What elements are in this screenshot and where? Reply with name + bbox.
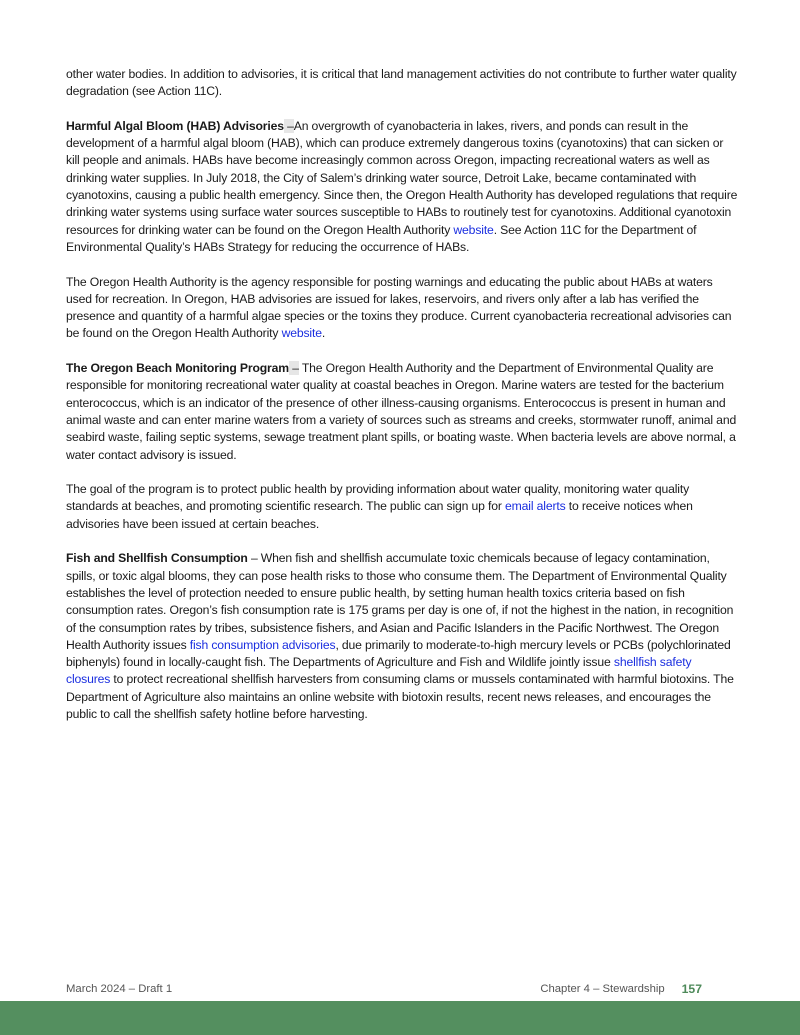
paragraph-text: . See Action 11C for the Department of Environmental Quality’s HABs Strategy for reducing the occurrence of HABs. <box>66 222 697 254</box>
footer-green-bar <box>0 1001 800 1035</box>
paragraph-text: to protect recreational shellfish harvesters from consuming clams or mussels contaminated with harmful biotoxins. The Department of Agriculture also maintains an online website with biotoxin results, recent news releases, and encourages the public to call the shellfish safety hotline before harvesting. <box>66 672 734 721</box>
footer-chapter: Chapter 4 – Stewardship <box>540 983 665 995</box>
paragraph-oha-hab <box>66 274 738 343</box>
paragraph-hab-advisories <box>66 118 738 256</box>
page-number: 157 <box>681 982 702 996</box>
footer-date-draft: March 2024 – Draft 1 <box>66 983 173 995</box>
paragraph-text: to receive notices when advisories have been issued at certain beaches. <box>66 499 693 531</box>
shellfish-safety-closures-link[interactable]: shellfish safety closures <box>66 655 692 687</box>
oha-recreational-advisories-website-link[interactable]: website <box>281 326 322 341</box>
paragraph-text: The Oregon Health Authority and the Department of Environmental Quality are responsible for monitoring recreational water quality at coastal beaches in Oregon. Marine waters are tested for the bacterium enterococcus, which is an indicator of the presence of other illness-causing organisms. Enterococcus is present in human and animal waste and can enter marine waters from a variety of sources such as streams and creeks, stormwater runoff, animal and seabird waste, failing septic systems, sewage treatment plant spills, or boating waste. When bacteria levels are above normal, a water contact advisory is issued. <box>66 361 737 462</box>
paragraph-text: The goal of the program is to protect public health by providing information about water quality, monitoring water quality standards at beaches, and promoting scientific research. The public can sign up for <box>66 482 690 514</box>
document-body <box>66 66 738 741</box>
paragraph-beach-monitoring <box>66 360 738 464</box>
paragraph-text: . <box>321 326 326 341</box>
paragraph-intro <box>66 66 738 101</box>
section-heading-hab: Harmful Algal Bloom (HAB) Advisories <box>66 118 284 133</box>
fish-consumption-advisories-link[interactable]: fish consumption advisories <box>189 637 336 652</box>
paragraph-text: – When fish and shellfish accumulate toxic chemicals because of legacy contamination, spills, or toxic algal blooms, they can pose health risks to those who consume them. The Department of Environmental Quality establishes the level of protection needed to ensure public health, by setting human health toxics criteria based on fish consumption rates. Oregon’s fish consumption rate is 175 grams per day is one of, if not the highest in the nation, in recognition of the consumption rates by tribes, subsistence fishers, and Asian and Pacific Islanders in the Pacific Northwest. The Oregon Health Authority issues <box>66 551 734 652</box>
section-heading-fish-shellfish: Fish and Shellfish Consumption <box>66 551 248 566</box>
paragraph-text: other water bodies. In addition to advisories, it is critical that land management activities do not contribute to further water quality degradation (see Action 11C). <box>66 67 737 99</box>
oha-drinking-water-website-link[interactable]: website <box>453 222 494 237</box>
page-footer <box>66 982 702 996</box>
footer-right <box>540 982 702 996</box>
paragraph-text: An overgrowth of cyanobacteria in lakes, rivers, and ponds can result in the development of a harmful algal bloom (HAB), which can produce extremely dangerous toxins (cyanotoxins) that can sicken or kill people and animals. HABs have become increasingly common across Oregon, impacting recreational waters as well as drinking water supplies. In July 2018, the City of Salem’s drinking water source, Detroit Lake, became contaminated with cyanotoxins, causing a public health emergency. Since then, the Oregon Health Authority has developed regulations that require drinking water systems using surface water sources susceptible to HABs to routinely test for cyanotoxins. Additional cyanotoxin resources for drinking water can be found on the Oregon Health Authority <box>66 118 738 237</box>
email-alerts-link[interactable]: email alerts <box>505 499 566 514</box>
paragraph-program-goal <box>66 481 738 533</box>
dash-separator: – <box>283 118 294 133</box>
paragraph-text: The Oregon Health Authority is the agency responsible for posting warnings and educating the public about HABs at waters used for recreation. In Oregon, HAB advisories are issued for lakes, reservoirs, and rivers only after a lab has verified the presence and quantity of a harmful algae species or the toxins they produce. Current cyanobacteria recreational advisories can be found on the Oregon Health Authority <box>66 274 732 341</box>
dash-separator: – <box>288 361 299 376</box>
paragraph-text: , due primarily to moderate-to-high mercury levels or PCBs (polychlorinated biphenyls) found in locally-caught fish. The Departments of Agriculture and Fish and Wildlife jointly issue <box>66 637 731 670</box>
section-heading-beach-monitoring: The Oregon Beach Monitoring Program <box>66 361 289 376</box>
paragraph-fish-shellfish <box>66 550 738 723</box>
